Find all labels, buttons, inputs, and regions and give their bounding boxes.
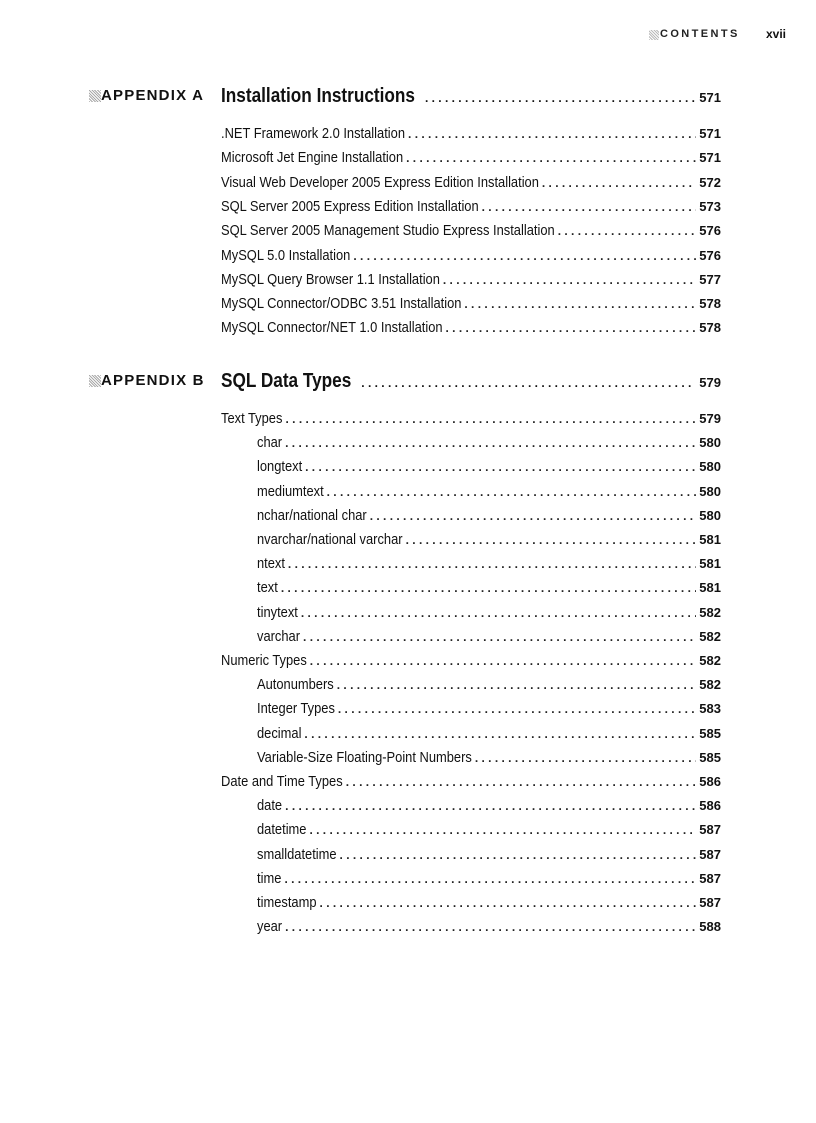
leader-dots xyxy=(542,176,696,190)
toc-entry-title: nchar/national char xyxy=(257,506,367,524)
toc-entry-page: 581 xyxy=(699,532,721,547)
leader-dots xyxy=(406,533,697,547)
toc-entry[interactable] xyxy=(221,773,721,793)
leader-dots xyxy=(361,376,695,390)
toc-entry-page: 582 xyxy=(699,604,721,620)
toc-entry-title: nvarchar/national varchar xyxy=(257,531,403,548)
toc-entry-title: text xyxy=(257,579,278,597)
toc-entry-page: 585 xyxy=(699,725,721,741)
appendix-page: 571 xyxy=(699,90,721,105)
toc-entry-page: 586 xyxy=(699,774,721,789)
appendix-marker-icon xyxy=(89,375,101,387)
toc-entry-page: 580 xyxy=(699,459,721,475)
page-header xyxy=(0,27,816,45)
leader-dots xyxy=(446,321,697,335)
toc-entry-title: Text Types xyxy=(221,410,283,427)
toc-entry-page: 578 xyxy=(699,320,721,336)
toc-entry[interactable] xyxy=(257,458,721,478)
leader-dots xyxy=(475,751,696,765)
toc-entry[interactable] xyxy=(257,700,721,720)
toc-entry-page: 583 xyxy=(699,701,721,717)
toc-entry-title: MySQL Connector/ODBC 3.51 Installation xyxy=(221,295,462,313)
toc-entry[interactable] xyxy=(257,894,721,914)
toc-entry-page: 587 xyxy=(699,846,721,862)
toc-entry[interactable] xyxy=(257,483,721,503)
appendix-title: SQL Data Types xyxy=(221,370,352,392)
toc-entry[interactable] xyxy=(257,846,721,866)
toc-entry-title: datetime xyxy=(257,821,307,839)
appendix-label: APPENDIX B xyxy=(101,372,205,389)
toc-entry-title: .NET Framework 2.0 Installation xyxy=(221,125,406,142)
toc-entry[interactable] xyxy=(221,410,721,430)
toc-entry[interactable] xyxy=(221,149,721,169)
toc-entry-title: Visual Web Developer 2005 Express Edition Installation xyxy=(221,173,539,191)
toc-entry-page: 582 xyxy=(699,677,721,693)
leader-dots xyxy=(284,872,696,886)
toc-entry-title: MySQL 5.0 Installation xyxy=(221,246,351,264)
toc-entry[interactable] xyxy=(221,174,721,194)
toc-entry[interactable] xyxy=(257,918,721,938)
running-header: CONTENTS xyxy=(660,28,740,40)
leader-dots xyxy=(370,509,697,523)
toc-entry-title: longtext xyxy=(257,458,303,476)
toc-entry[interactable] xyxy=(257,604,721,624)
leader-dots xyxy=(346,775,697,789)
leader-dots xyxy=(406,151,696,165)
page-number: xvii xyxy=(766,27,787,41)
toc-entry-page: 579 xyxy=(699,411,721,426)
appendix-title-row[interactable] xyxy=(221,370,721,396)
appendix-title-row[interactable] xyxy=(221,85,721,111)
leader-dots xyxy=(464,297,696,311)
leader-dots xyxy=(558,224,697,238)
toc-entry-page: 580 xyxy=(699,507,721,523)
toc-entry-page: 586 xyxy=(699,798,721,814)
leader-dots xyxy=(285,920,696,934)
toc-entry-title: Date and Time Types xyxy=(221,773,343,790)
toc-entry-page: 585 xyxy=(699,749,721,765)
toc-entry-page: 588 xyxy=(699,919,721,935)
toc-entry-page: 577 xyxy=(699,271,721,287)
toc-entry[interactable] xyxy=(221,319,721,339)
toc-entry[interactable] xyxy=(257,507,721,527)
leader-dots xyxy=(281,581,696,595)
toc-entry-page: 578 xyxy=(699,296,721,312)
toc-entry[interactable] xyxy=(221,247,721,267)
leader-dots xyxy=(443,273,696,287)
leader-dots xyxy=(425,91,695,105)
leader-dots xyxy=(304,727,696,741)
leader-dots xyxy=(285,799,696,813)
toc-entry-page: 580 xyxy=(699,435,721,451)
leader-dots xyxy=(320,896,697,910)
toc-entry-title: Numeric Types xyxy=(221,652,307,669)
toc-entry-title: date xyxy=(257,797,283,815)
toc-entry-title: ntext xyxy=(257,555,285,573)
toc-entry[interactable] xyxy=(257,434,721,454)
toc-entry-title: time xyxy=(257,869,282,887)
appendix-label: APPENDIX A xyxy=(101,87,205,104)
section-marker-icon xyxy=(649,30,659,40)
toc-entry-page: 572 xyxy=(699,174,721,190)
leader-dots xyxy=(337,678,697,692)
toc-entry-title: Autonumbers xyxy=(257,676,334,694)
toc-entry[interactable] xyxy=(221,125,721,145)
toc-entry[interactable] xyxy=(257,676,721,696)
toc-entry[interactable] xyxy=(221,222,721,242)
leader-dots xyxy=(303,630,696,644)
toc-entry-page: 582 xyxy=(699,628,721,644)
toc-entry-title: tinytext xyxy=(257,603,298,621)
toc-entry-title: SQL Server 2005 Management Studio Express Installation xyxy=(221,222,555,240)
toc-entry-page: 571 xyxy=(699,150,721,166)
toc-entry[interactable] xyxy=(257,579,721,599)
toc-entry-title: decimal xyxy=(257,724,302,742)
leader-dots xyxy=(482,200,697,214)
toc-entry-title: char xyxy=(257,434,283,452)
toc-entry-page: 580 xyxy=(699,483,721,499)
leader-dots xyxy=(338,702,696,716)
toc-entry[interactable] xyxy=(257,725,721,745)
appendix-page: 579 xyxy=(699,375,721,390)
toc-entry[interactable] xyxy=(257,749,721,769)
toc-entry-title: mediumtext xyxy=(257,482,324,500)
toc-entry-title: MySQL Query Browser 1.1 Installation xyxy=(221,270,440,288)
toc-entry[interactable] xyxy=(257,870,721,890)
toc-entry-title: timestamp xyxy=(257,894,317,911)
toc-entry-page: 582 xyxy=(699,653,721,668)
leader-dots xyxy=(305,460,696,474)
leader-dots xyxy=(285,436,696,450)
toc-entry[interactable] xyxy=(257,555,721,575)
toc-entry-title: Integer Types xyxy=(257,700,335,718)
leader-dots xyxy=(353,249,696,263)
appendix-title: Installation Instructions xyxy=(221,85,415,107)
toc-entry-page: 571 xyxy=(699,126,721,141)
toc-entry[interactable] xyxy=(221,652,721,672)
toc-entry-title: Microsoft Jet Engine Installation xyxy=(221,149,404,167)
toc-entry-title: smalldatetime xyxy=(257,845,337,863)
toc-entry-page: 581 xyxy=(699,580,721,596)
toc-entry-page: 576 xyxy=(699,247,721,263)
leader-dots xyxy=(309,823,696,837)
toc-entry-page: 587 xyxy=(699,895,721,910)
toc-entry-page: 581 xyxy=(699,556,721,572)
leader-dots xyxy=(310,654,697,668)
toc-entry[interactable] xyxy=(257,628,721,648)
toc-entry[interactable] xyxy=(257,531,721,551)
leader-dots xyxy=(408,127,696,141)
toc-entry-page: 576 xyxy=(699,223,721,239)
toc-entry[interactable] xyxy=(221,198,721,218)
toc-entry-page: 573 xyxy=(699,198,721,214)
appendix-marker-icon xyxy=(89,90,101,102)
toc-entry[interactable] xyxy=(221,271,721,291)
leader-dots xyxy=(286,412,697,426)
toc-entry[interactable] xyxy=(257,797,721,817)
toc-entry[interactable] xyxy=(221,295,721,315)
leader-dots xyxy=(340,848,697,862)
leader-dots xyxy=(301,606,696,620)
toc-entry-page: 587 xyxy=(699,822,721,838)
toc-entry[interactable] xyxy=(257,821,721,841)
toc-entry-title: SQL Server 2005 Express Edition Installation xyxy=(221,197,479,215)
toc-entry-title: year xyxy=(257,918,283,936)
leader-dots xyxy=(327,485,697,499)
toc-entry-title: Variable-Size Floating-Point Numbers xyxy=(257,748,472,766)
toc-entry-title: varchar xyxy=(257,627,301,645)
toc-entry-page: 587 xyxy=(699,870,721,886)
toc-entry-title: MySQL Connector/NET 1.0 Installation xyxy=(221,319,443,337)
leader-dots xyxy=(288,557,696,571)
